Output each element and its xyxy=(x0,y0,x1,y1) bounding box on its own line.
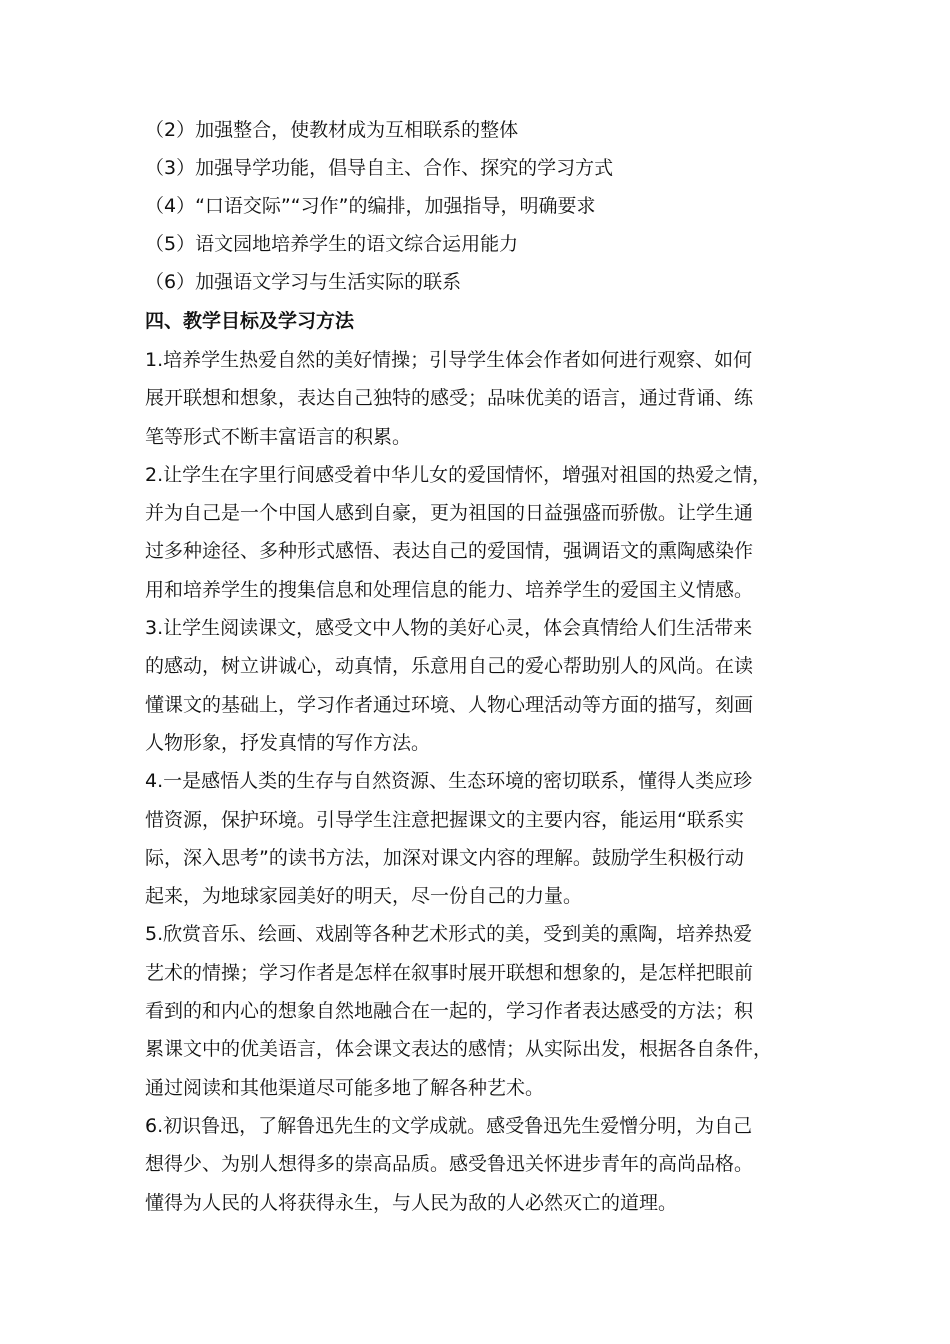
paragraph-line: 惜资源，保护环境。引导学生注意把握课文的主要内容，能运用“联系实 xyxy=(145,808,744,831)
paragraph-line: 展开联想和想象，表达自己独特的感受；品味优美的语言，通过背诵、练 xyxy=(145,387,754,410)
paragraph-line: 2.让学生在字里行间感受着中华儿女的爱国情怀，增强对祖国的热爱之情， xyxy=(145,463,772,486)
paragraph-goal-1 xyxy=(145,341,815,456)
paragraph-line: 际，深入思考”的读书方法，加深对课文内容的理解。鼓励学生积极行动 xyxy=(145,846,744,869)
paragraph-line: 5.欣赏音乐、绘画、戏剧等各种艺术形式的美，受到美的熏陶，培养热爱 xyxy=(145,923,753,946)
list-item: （3）加强导学功能，倡导自主、合作、探究的学习方式 xyxy=(145,157,614,179)
list-item: （4）“口语交际”“习作”的编排，加强指导，明确要求 xyxy=(145,195,596,217)
paragraph-line: 想得少、为别人想得多的崇高品质。感受鲁迅关怀进步青年的高尚品格。 xyxy=(145,1153,754,1176)
paragraph-goal-2 xyxy=(145,456,815,609)
paragraph-line: 6.初识鲁迅，了解鲁迅先生的文学成就。感受鲁迅先生爱憎分明，为自己 xyxy=(145,1114,753,1137)
paragraph-line: 看到的和内心的想象自然地融合在一起的，学习作者表达感受的方法；积 xyxy=(145,1000,754,1023)
paragraph-line: 累课文中的优美语言，体会课文表达的感情；从实际出发，根据各自条件， xyxy=(145,1038,773,1061)
list-item: （5）语文园地培养学生的语文综合运用能力 xyxy=(145,233,519,255)
paragraph-line: 4.一是感悟人类的生存与自然资源、生态环境的密切联系，懂得人类应珍 xyxy=(145,770,753,793)
paragraph-line: 并为自己是一个中国人感到自豪，更为祖国的日益强盛而骄傲。让学生通 xyxy=(145,502,754,525)
paragraph-line: 通过阅读和其他渠道尽可能多地了解各种艺术。 xyxy=(145,1076,545,1099)
paragraph-goal-5 xyxy=(145,915,815,1106)
paragraph-line: 人物形象，抒发真情的写作方法。 xyxy=(145,731,431,754)
paragraph-line: 用和培养学生的搜集信息和处理信息的能力、培养学生的爱国主义情感。 xyxy=(145,578,754,601)
paragraph-goal-6 xyxy=(145,1107,815,1222)
paragraph-line: 的感动，树立讲诚心，动真情，乐意用自己的爱心帮助别人的风尚。在读 xyxy=(145,655,754,678)
section-heading: 四、教学目标及学习方法 xyxy=(145,310,355,332)
list-item: （6）加强语文学习与生活实际的联系 xyxy=(145,271,462,293)
paragraph-line: 笔等形式不断丰富语言的积累。 xyxy=(145,425,412,448)
paragraph-line: 3.让学生阅读课文，感受文中人物的美好心灵，体会真情给人们生活带来 xyxy=(145,617,753,640)
paragraph-goal-3 xyxy=(145,609,815,762)
paragraph-line: 懂得为人民的人将获得永生，与人民为敌的人必然灭亡的道理。 xyxy=(145,1191,678,1214)
paragraph-line: 过多种途径、多种形式感悟、表达自己的爱国情，强调语文的熏陶感染作 xyxy=(145,540,754,563)
paragraph-line: 起来，为地球家园美好的明天，尽一份自己的力量。 xyxy=(145,885,583,908)
paragraph-goal-4 xyxy=(145,762,815,915)
paragraph-line: 艺术的情操；学习作者是怎样在叙事时展开联想和想象的，是怎样把眼前 xyxy=(145,961,754,984)
list-item: （2）加强整合，使教材成为互相联系的整体 xyxy=(145,119,519,141)
feature-list xyxy=(145,111,815,301)
paragraph-line: 1.培养学生热爱自然的美好情操；引导学生体会作者如何进行观察、如何 xyxy=(145,349,753,371)
document-page xyxy=(145,111,815,1222)
paragraph-line: 懂课文的基础上，学习作者通过环境、人物心理活动等方面的描写，刻画 xyxy=(145,693,754,716)
